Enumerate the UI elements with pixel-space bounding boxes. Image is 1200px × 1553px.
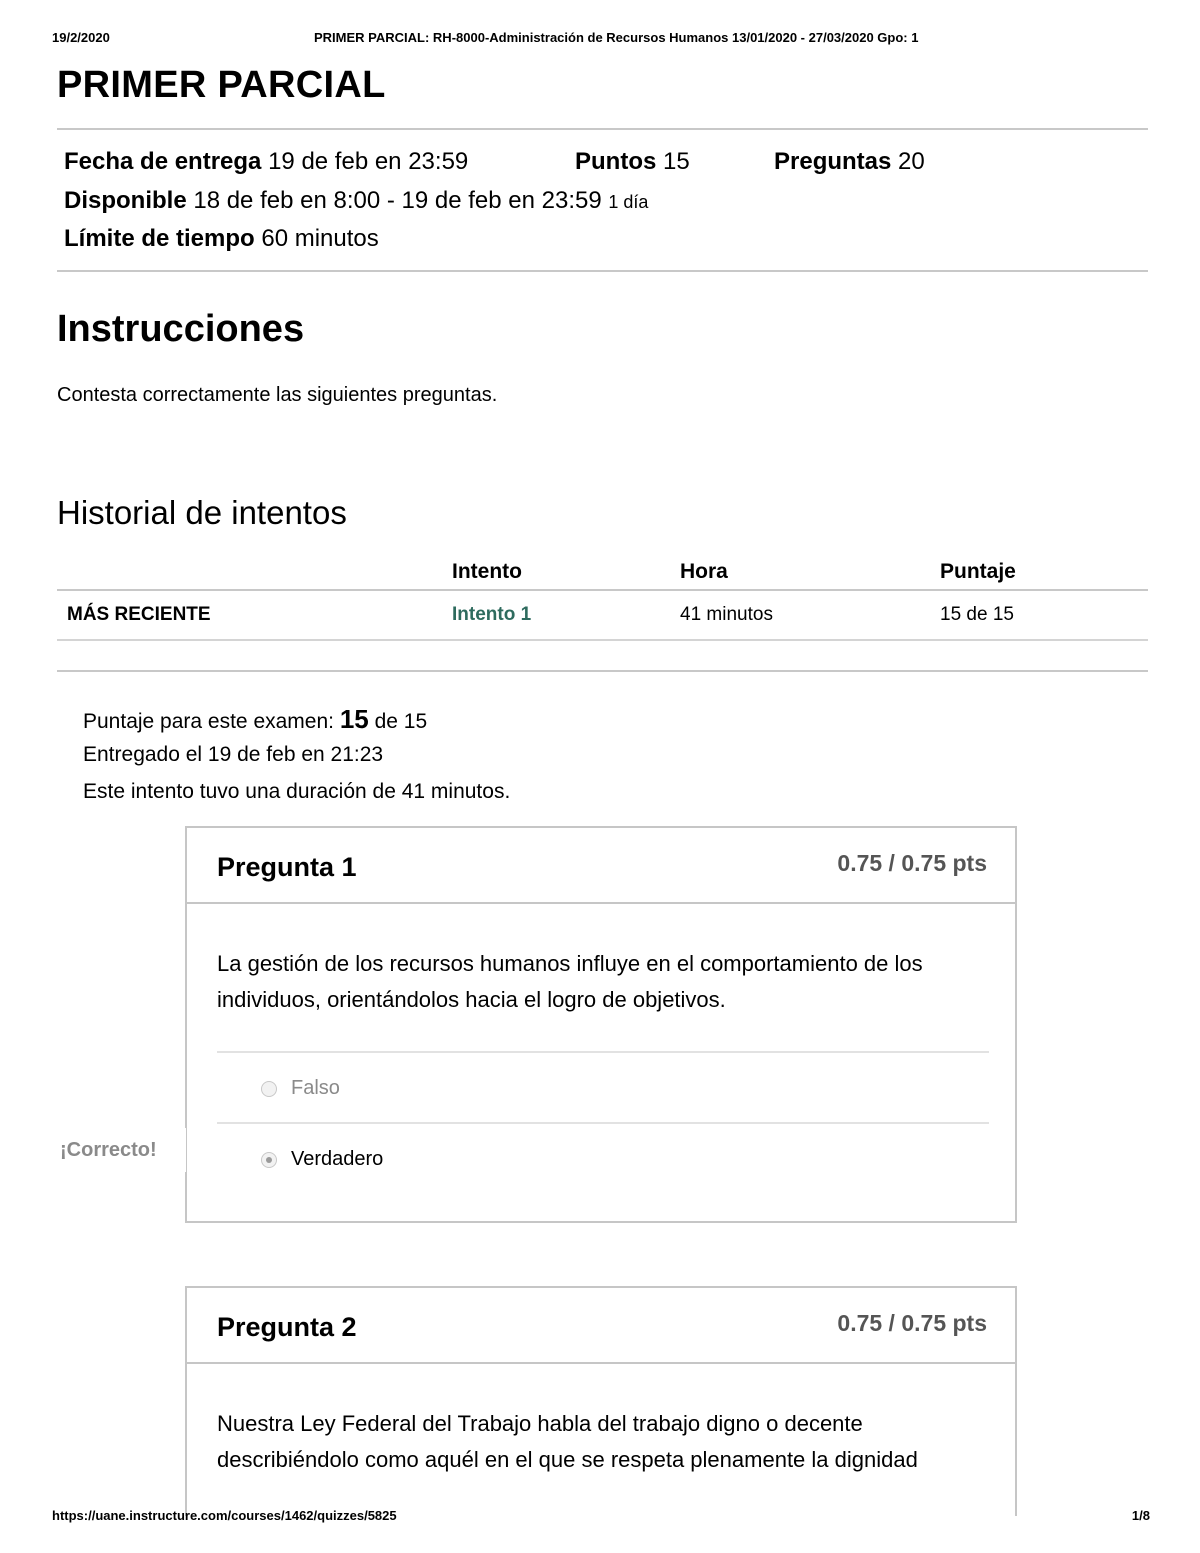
radio-icon[interactable] [261, 1081, 277, 1097]
score-suffix: de 15 [374, 710, 428, 733]
divider [57, 670, 1148, 672]
question-title: Pregunta 1 [217, 852, 357, 882]
question-points: 0.75 / 0.75 pts [837, 850, 987, 876]
questions-label: Preguntas [774, 148, 892, 175]
history-row-label: MÁS RECIENTE [57, 590, 452, 640]
history-col-time: Hora [680, 555, 940, 590]
history-row-score: 15 de 15 [940, 590, 1148, 640]
time-limit [64, 225, 379, 253]
availability [64, 187, 648, 215]
answer-divider [217, 1051, 989, 1053]
due-label: Fecha de entrega [64, 148, 262, 175]
page-number: 1/8 [1131, 1508, 1150, 1523]
page-title: PRIMER PARCIAL [57, 64, 386, 106]
history-heading: Historial de intentos [57, 494, 347, 531]
time-limit-value: 60 minutos [261, 225, 379, 252]
question-text: La gestión de los recursos humanos influye en el comportamiento de los individuos, orientándolos hacia el logro de objetivos. [217, 951, 923, 1012]
history-col-score: Puntaje [940, 555, 1148, 590]
time-limit-label: Límite de tiempo [64, 225, 255, 252]
history-header-row [57, 555, 1148, 590]
answer-label: Verdadero [291, 1148, 384, 1170]
radio-checked-icon[interactable] [261, 1152, 277, 1168]
score-value: 15 [339, 704, 369, 734]
submitted-at: Entregado el 19 de feb en 21:23 [83, 743, 384, 766]
question-header [187, 828, 1015, 904]
history-row-time: 41 minutos [680, 590, 940, 640]
attempt-duration: Este intento tuvo una duración de 41 minutos. [83, 780, 511, 803]
points [575, 148, 690, 176]
question-text: Nuestra Ley Federal del Trabajo habla del trabajo digno o decente describiéndolo como aquél en el que se respeta plenamente la dignidad [217, 1411, 918, 1472]
print-title: PRIMER PARCIAL: RH-8000-Administración de Recursos Humanos 13/01/2020 - 27/03/2020 Gpo: 1 [314, 30, 919, 45]
question-title: Pregunta 2 [217, 1312, 357, 1342]
answer-option-verdadero[interactable] [261, 1148, 383, 1171]
available-extra: 1 día [608, 192, 649, 212]
due-date [64, 148, 468, 176]
question-header [187, 1288, 1015, 1364]
score-summary [83, 704, 427, 735]
history-col-label [57, 555, 452, 590]
questions-value: 20 [898, 148, 925, 175]
correct-flag: ¡Correcto! [40, 1128, 186, 1172]
answer-divider [217, 1122, 989, 1124]
score-prefix: Puntaje para este examen: [83, 710, 334, 733]
attempt-link[interactable]: Intento 1 [452, 604, 532, 625]
instructions-heading: Instrucciones [57, 308, 305, 350]
question-card-2 [185, 1286, 1017, 1516]
answer-label: Falso [291, 1077, 340, 1099]
question-card-1 [185, 826, 1017, 1223]
points-value: 15 [663, 148, 690, 175]
question-points: 0.75 / 0.75 pts [837, 1310, 987, 1336]
print-url: https://uane.instructure.com/courses/1462/quizzes/5825 [52, 1508, 397, 1523]
questions-count [774, 148, 925, 176]
divider [57, 128, 1148, 130]
available-label: Disponible [64, 187, 187, 214]
instructions-text: Contesta correctamente las siguientes preguntas. [57, 384, 498, 406]
history-col-attempt: Intento [452, 555, 680, 590]
points-label: Puntos [575, 148, 657, 175]
due-value: 19 de feb en 23:59 [268, 148, 469, 175]
available-value: 18 de feb en 8:00 - 19 de feb en 23:59 [193, 187, 602, 214]
divider [57, 270, 1148, 272]
history-table [57, 555, 1148, 641]
table-row [57, 590, 1148, 640]
print-header [52, 30, 1152, 50]
print-date: 19/2/2020 [52, 30, 110, 45]
print-footer [52, 1508, 1152, 1526]
answer-option-falso[interactable] [261, 1077, 340, 1100]
